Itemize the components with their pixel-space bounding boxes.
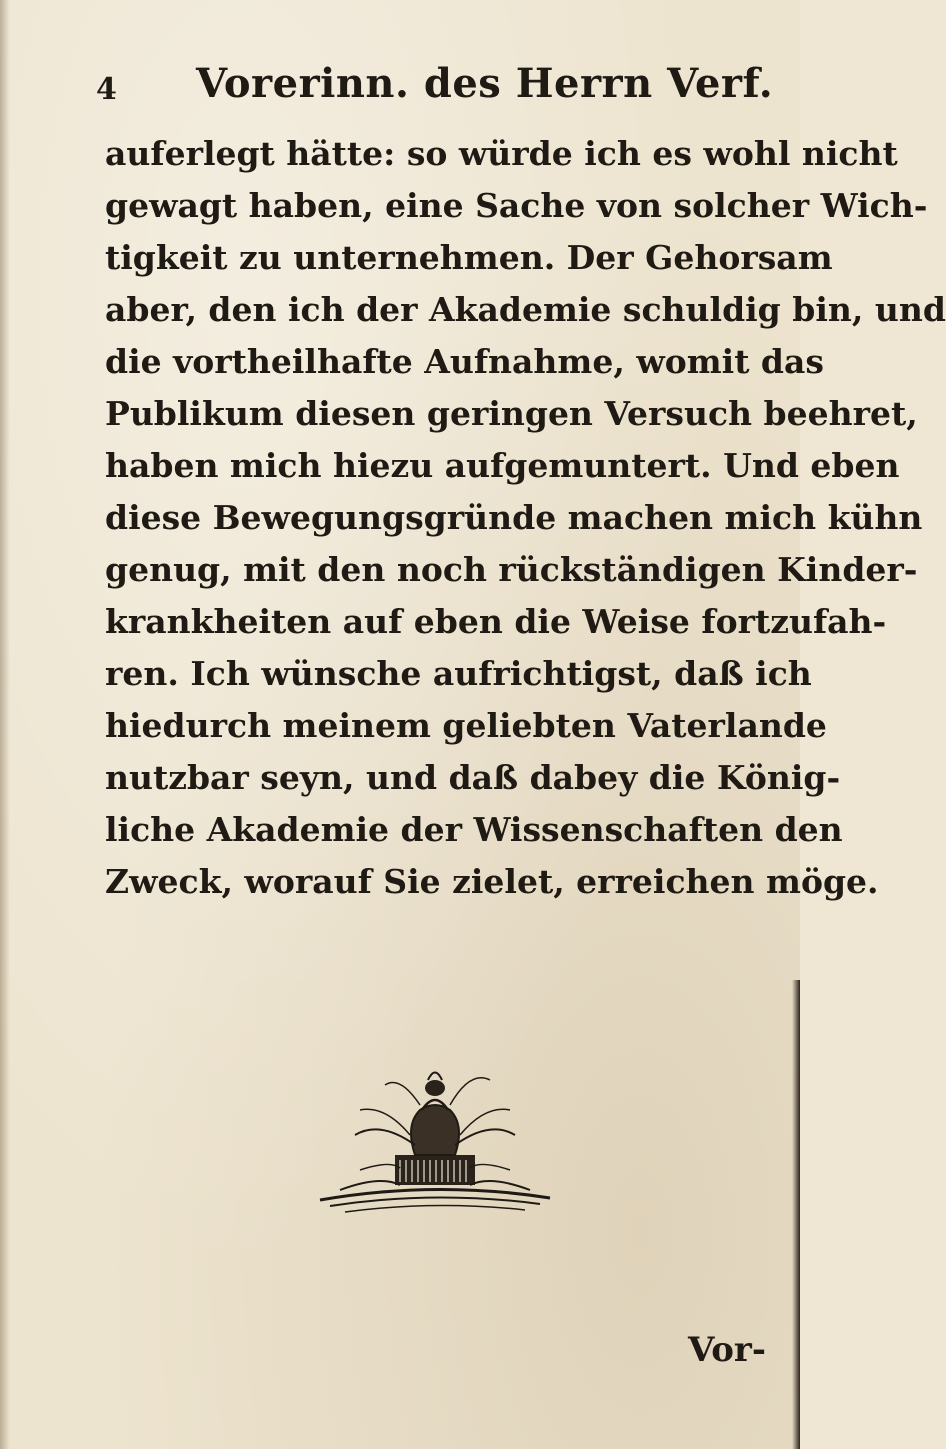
vignette-urn-ornament-icon bbox=[300, 1050, 570, 1220]
running-title: Vorerinn. des Herrn Verf. bbox=[196, 60, 774, 107]
text-line: tigkeit zu unternehmen. Der Gehorsam bbox=[105, 238, 833, 277]
text-line: genug, mit den noch rückständigen Kinder- bbox=[105, 550, 918, 589]
text-line: haben mich hiezu aufgemuntert. Und eben bbox=[105, 446, 900, 485]
text-line: ren. Ich wünsche aufrichtigst, daß ich bbox=[105, 654, 812, 693]
page-number: 4 bbox=[96, 72, 117, 107]
page-header bbox=[96, 58, 774, 118]
text-line: Zweck, worauf Sie zielet, erreichen möge. bbox=[105, 862, 879, 901]
page-edge-shadow-left bbox=[0, 0, 10, 1449]
catchword: Vor- bbox=[688, 1330, 766, 1370]
text-line: liche Akademie der Wissenschaften den bbox=[105, 810, 843, 849]
text-line: nutzbar seyn, und daß dabey die König- bbox=[105, 758, 841, 797]
text-line: krankheiten auf eben die Weise fortzufah- bbox=[105, 602, 887, 641]
text-line: gewagt haben, eine Sache von solcher Wich- bbox=[105, 186, 928, 225]
body-text bbox=[105, 128, 946, 908]
text-line: diese Bewegungsgründe machen mich kühn bbox=[105, 498, 923, 537]
text-line: die vortheilhafte Aufnahme, womit das bbox=[105, 342, 824, 381]
text-line: Publikum diesen geringen Versuch beehret, bbox=[105, 394, 918, 433]
text-line: aber, den ich der Akademie schuldig bin, und bbox=[105, 290, 946, 329]
text-line: auferlegt hätte: so würde ich es wohl nicht bbox=[105, 134, 898, 173]
text-line: hiedurch meinem geliebten Vaterlande bbox=[105, 706, 827, 745]
page-edge-shadow-right bbox=[792, 980, 800, 1449]
